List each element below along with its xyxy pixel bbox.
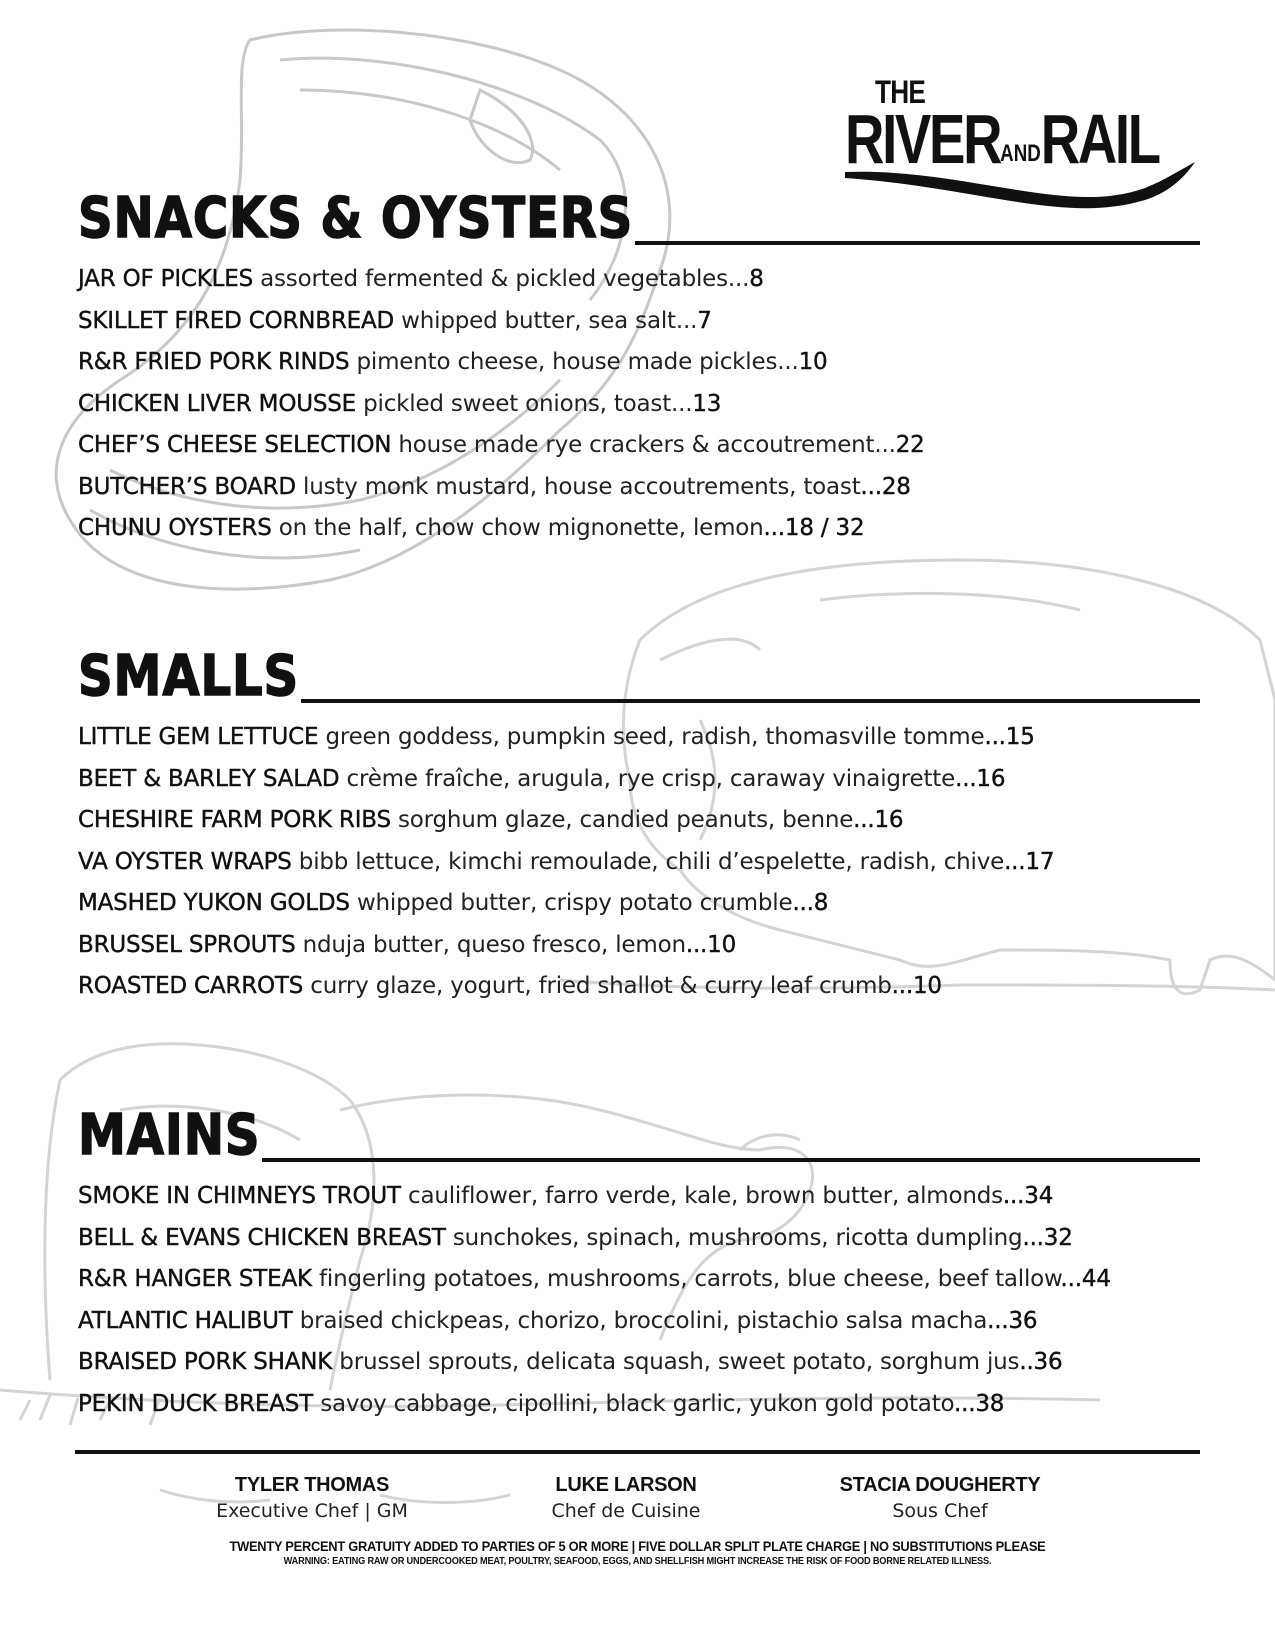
item-name: SMOKE IN CHIMNEYS TROUT bbox=[78, 1183, 401, 1209]
menu-item bbox=[78, 1384, 1200, 1426]
section-title: SNACKS & OYSTERS bbox=[78, 186, 634, 251]
item-description: lusty monk mustard, house accoutrements, toast bbox=[303, 473, 861, 500]
menu-item bbox=[78, 1176, 1200, 1218]
staff-luke-larson bbox=[466, 1472, 786, 1524]
item-description: whipped butter, crispy potato crumble bbox=[356, 890, 793, 916]
menu-item bbox=[78, 259, 1200, 301]
menu-item bbox=[78, 467, 1200, 509]
item-description: green goddess, pumpkin seed, radish, thomasville tomme bbox=[325, 724, 985, 750]
menu-item bbox=[78, 759, 1200, 801]
section-rule bbox=[301, 699, 1200, 703]
item-description: brussel sprouts, delicata squash, sweet potato, sorghum jus bbox=[339, 1349, 1020, 1375]
item-description: fingerling potatoes, mushrooms, carrots, blue cheese, beef tallow bbox=[319, 1266, 1061, 1292]
staff-name: LUKE LARSON bbox=[555, 1474, 697, 1496]
staff-role: Sous Chef bbox=[892, 1500, 988, 1522]
section-title: MAINS bbox=[78, 1103, 261, 1168]
menu-item bbox=[78, 508, 1200, 550]
section-rule bbox=[262, 1158, 1200, 1162]
section-smalls bbox=[78, 643, 1200, 1008]
item-name: ROASTED CARROTS bbox=[78, 973, 304, 999]
item-name: CHEF’S CHEESE SELECTION bbox=[78, 432, 392, 458]
gratuity-notice: TWENTY PERCENT GRATUITY ADDED TO PARTIES OF 5 OR MORE | FIVE DOLLAR SPLIT PLATE CHARGE | NO SUBSTITUTIONS PLEASE bbox=[229, 1538, 1046, 1554]
logo-river: RIVER bbox=[845, 100, 1001, 178]
staff-name: TYLER THOMAS bbox=[234, 1474, 390, 1496]
menu-item bbox=[78, 883, 1200, 925]
menu-item bbox=[78, 717, 1200, 759]
item-name: SKILLET FIRED CORNBREAD bbox=[78, 307, 395, 334]
item-name: VA OYSTER WRAPS bbox=[78, 848, 292, 875]
item-name: R&R HANGER STEAK bbox=[78, 1266, 312, 1292]
item-name: BEET & BARLEY SALAD bbox=[78, 765, 340, 792]
menu-item bbox=[78, 925, 1200, 967]
item-price: ...16 bbox=[955, 765, 1006, 792]
item-description: crème fraîche, arugula, rye crisp, caraway vinaigrette bbox=[346, 765, 956, 792]
item-price: 7 bbox=[697, 307, 712, 334]
menu-item bbox=[78, 342, 1200, 384]
item-name: BRUSSEL SPROUTS bbox=[78, 931, 296, 958]
item-price: ...28 bbox=[860, 473, 911, 500]
item-name: JAR OF PICKLES bbox=[78, 266, 253, 292]
item-name: BELL & EVANS CHICKEN BREAST bbox=[78, 1224, 446, 1251]
item-name: CHICKEN LIVER MOUSSE bbox=[78, 390, 356, 417]
item-description: cauliflower, farro verde, kale, brown butter, almonds bbox=[408, 1183, 1003, 1209]
menu-item bbox=[78, 1218, 1200, 1260]
item-price: ...10 bbox=[891, 973, 942, 999]
item-description: pimento cheese, house made pickles... bbox=[356, 349, 799, 375]
item-name: BRAISED PORK SHANK bbox=[78, 1349, 333, 1375]
item-price: ...34 bbox=[1002, 1183, 1054, 1209]
menu-item bbox=[78, 800, 1200, 842]
item-description: braised chickpeas, chorizo, broccolini, pistachio salsa macha bbox=[299, 1307, 988, 1334]
menu-item bbox=[78, 1259, 1200, 1301]
item-name: CHESHIRE FARM PORK RIBS bbox=[78, 807, 391, 833]
menu-item bbox=[78, 425, 1200, 467]
section-rule bbox=[635, 241, 1200, 245]
item-description: sunchokes, spinach, mushrooms, ricotta dumpling bbox=[452, 1224, 1023, 1251]
menu-item bbox=[78, 301, 1200, 343]
footer-rule bbox=[75, 1450, 1200, 1454]
staff-role: Executive Chef | GM bbox=[216, 1500, 408, 1522]
item-description: nduja butter, queso fresco, lemon bbox=[302, 931, 686, 958]
item-price: ..36 bbox=[1019, 1349, 1063, 1375]
item-price: ...44 bbox=[1060, 1266, 1111, 1292]
item-price: ...38 bbox=[954, 1390, 1005, 1417]
item-description: pickled sweet onions, toast... bbox=[363, 390, 693, 417]
item-price: 8 bbox=[749, 266, 764, 292]
logo-the: THE bbox=[875, 74, 926, 110]
menu-item-list bbox=[78, 1176, 1200, 1425]
item-price: ...16 bbox=[853, 807, 904, 833]
menu-item-list bbox=[78, 717, 1200, 1008]
item-name: PEKIN DUCK BREAST bbox=[78, 1390, 314, 1417]
section-title: SMALLS bbox=[78, 644, 300, 709]
item-price: ...17 bbox=[1004, 848, 1055, 875]
menu-item bbox=[78, 1342, 1200, 1384]
staff-tyler-thomas bbox=[152, 1472, 472, 1524]
item-description: house made rye crackers & accoutrement... bbox=[398, 432, 896, 458]
item-description: bibb lettuce, kimchi remoulade, chili d’espelette, radish, chive bbox=[298, 848, 1005, 875]
logo-and: AND bbox=[1000, 140, 1041, 167]
item-price: ...36 bbox=[987, 1307, 1038, 1334]
item-description: assorted fermented & pickled vegetables... bbox=[260, 266, 750, 292]
item-name: LITTLE GEM LETTUCE bbox=[78, 724, 319, 750]
menu-item-list bbox=[78, 259, 1200, 550]
item-price: ...18 / 32 bbox=[763, 515, 865, 541]
item-price: ...32 bbox=[1022, 1224, 1073, 1251]
menu-item bbox=[78, 842, 1200, 884]
item-description: curry glaze, yogurt, fried shallot & curry leaf crumb bbox=[310, 973, 892, 999]
item-description: sorghum glaze, candied peanuts, benne bbox=[398, 807, 854, 833]
item-price: ...8 bbox=[792, 890, 829, 916]
menu-item bbox=[78, 1301, 1200, 1343]
item-name: CHUNU OYSTERS bbox=[78, 515, 272, 541]
item-description: whipped butter, sea salt... bbox=[401, 307, 698, 334]
item-name: ATLANTIC HALIBUT bbox=[78, 1307, 293, 1334]
item-name: BUTCHER’S BOARD bbox=[78, 473, 296, 500]
section-header bbox=[78, 643, 1200, 709]
item-name: MASHED YUKON GOLDS bbox=[78, 890, 350, 916]
item-price: ...15 bbox=[984, 724, 1035, 750]
staff-role: Chef de Cuisine bbox=[551, 1500, 701, 1522]
section-mains bbox=[78, 1102, 1200, 1425]
menu-item bbox=[78, 384, 1200, 426]
section-snacks-oysters bbox=[78, 185, 1200, 550]
staff-name: STACIA DOUGHERTY bbox=[839, 1474, 1041, 1496]
item-description: savoy cabbage, cipollini, black garlic, yukon gold potato bbox=[320, 1390, 954, 1417]
staff-stacia-dougherty bbox=[780, 1472, 1100, 1524]
item-name: R&R FRIED PORK RINDS bbox=[78, 349, 350, 375]
logo-rail: RAIL bbox=[1040, 100, 1159, 178]
section-header bbox=[78, 185, 1200, 251]
section-header bbox=[78, 1102, 1200, 1168]
item-price: 10 bbox=[798, 349, 828, 375]
item-description: on the half, chow chow mignonette, lemon bbox=[278, 515, 764, 541]
item-price: 22 bbox=[895, 432, 925, 458]
menu-item bbox=[78, 966, 1200, 1008]
food-safety-warning: WARNING: EATING RAW OR UNDERCOOKED MEAT, POULTRY, SEAFOOD, EGGS, AND SHELLFISH MIGHT INCREASE THE RISK OF FOOD BORNE RELATED ILLNESS. bbox=[283, 1556, 992, 1567]
item-price: ...10 bbox=[685, 931, 737, 958]
item-price: 13 bbox=[692, 390, 722, 417]
